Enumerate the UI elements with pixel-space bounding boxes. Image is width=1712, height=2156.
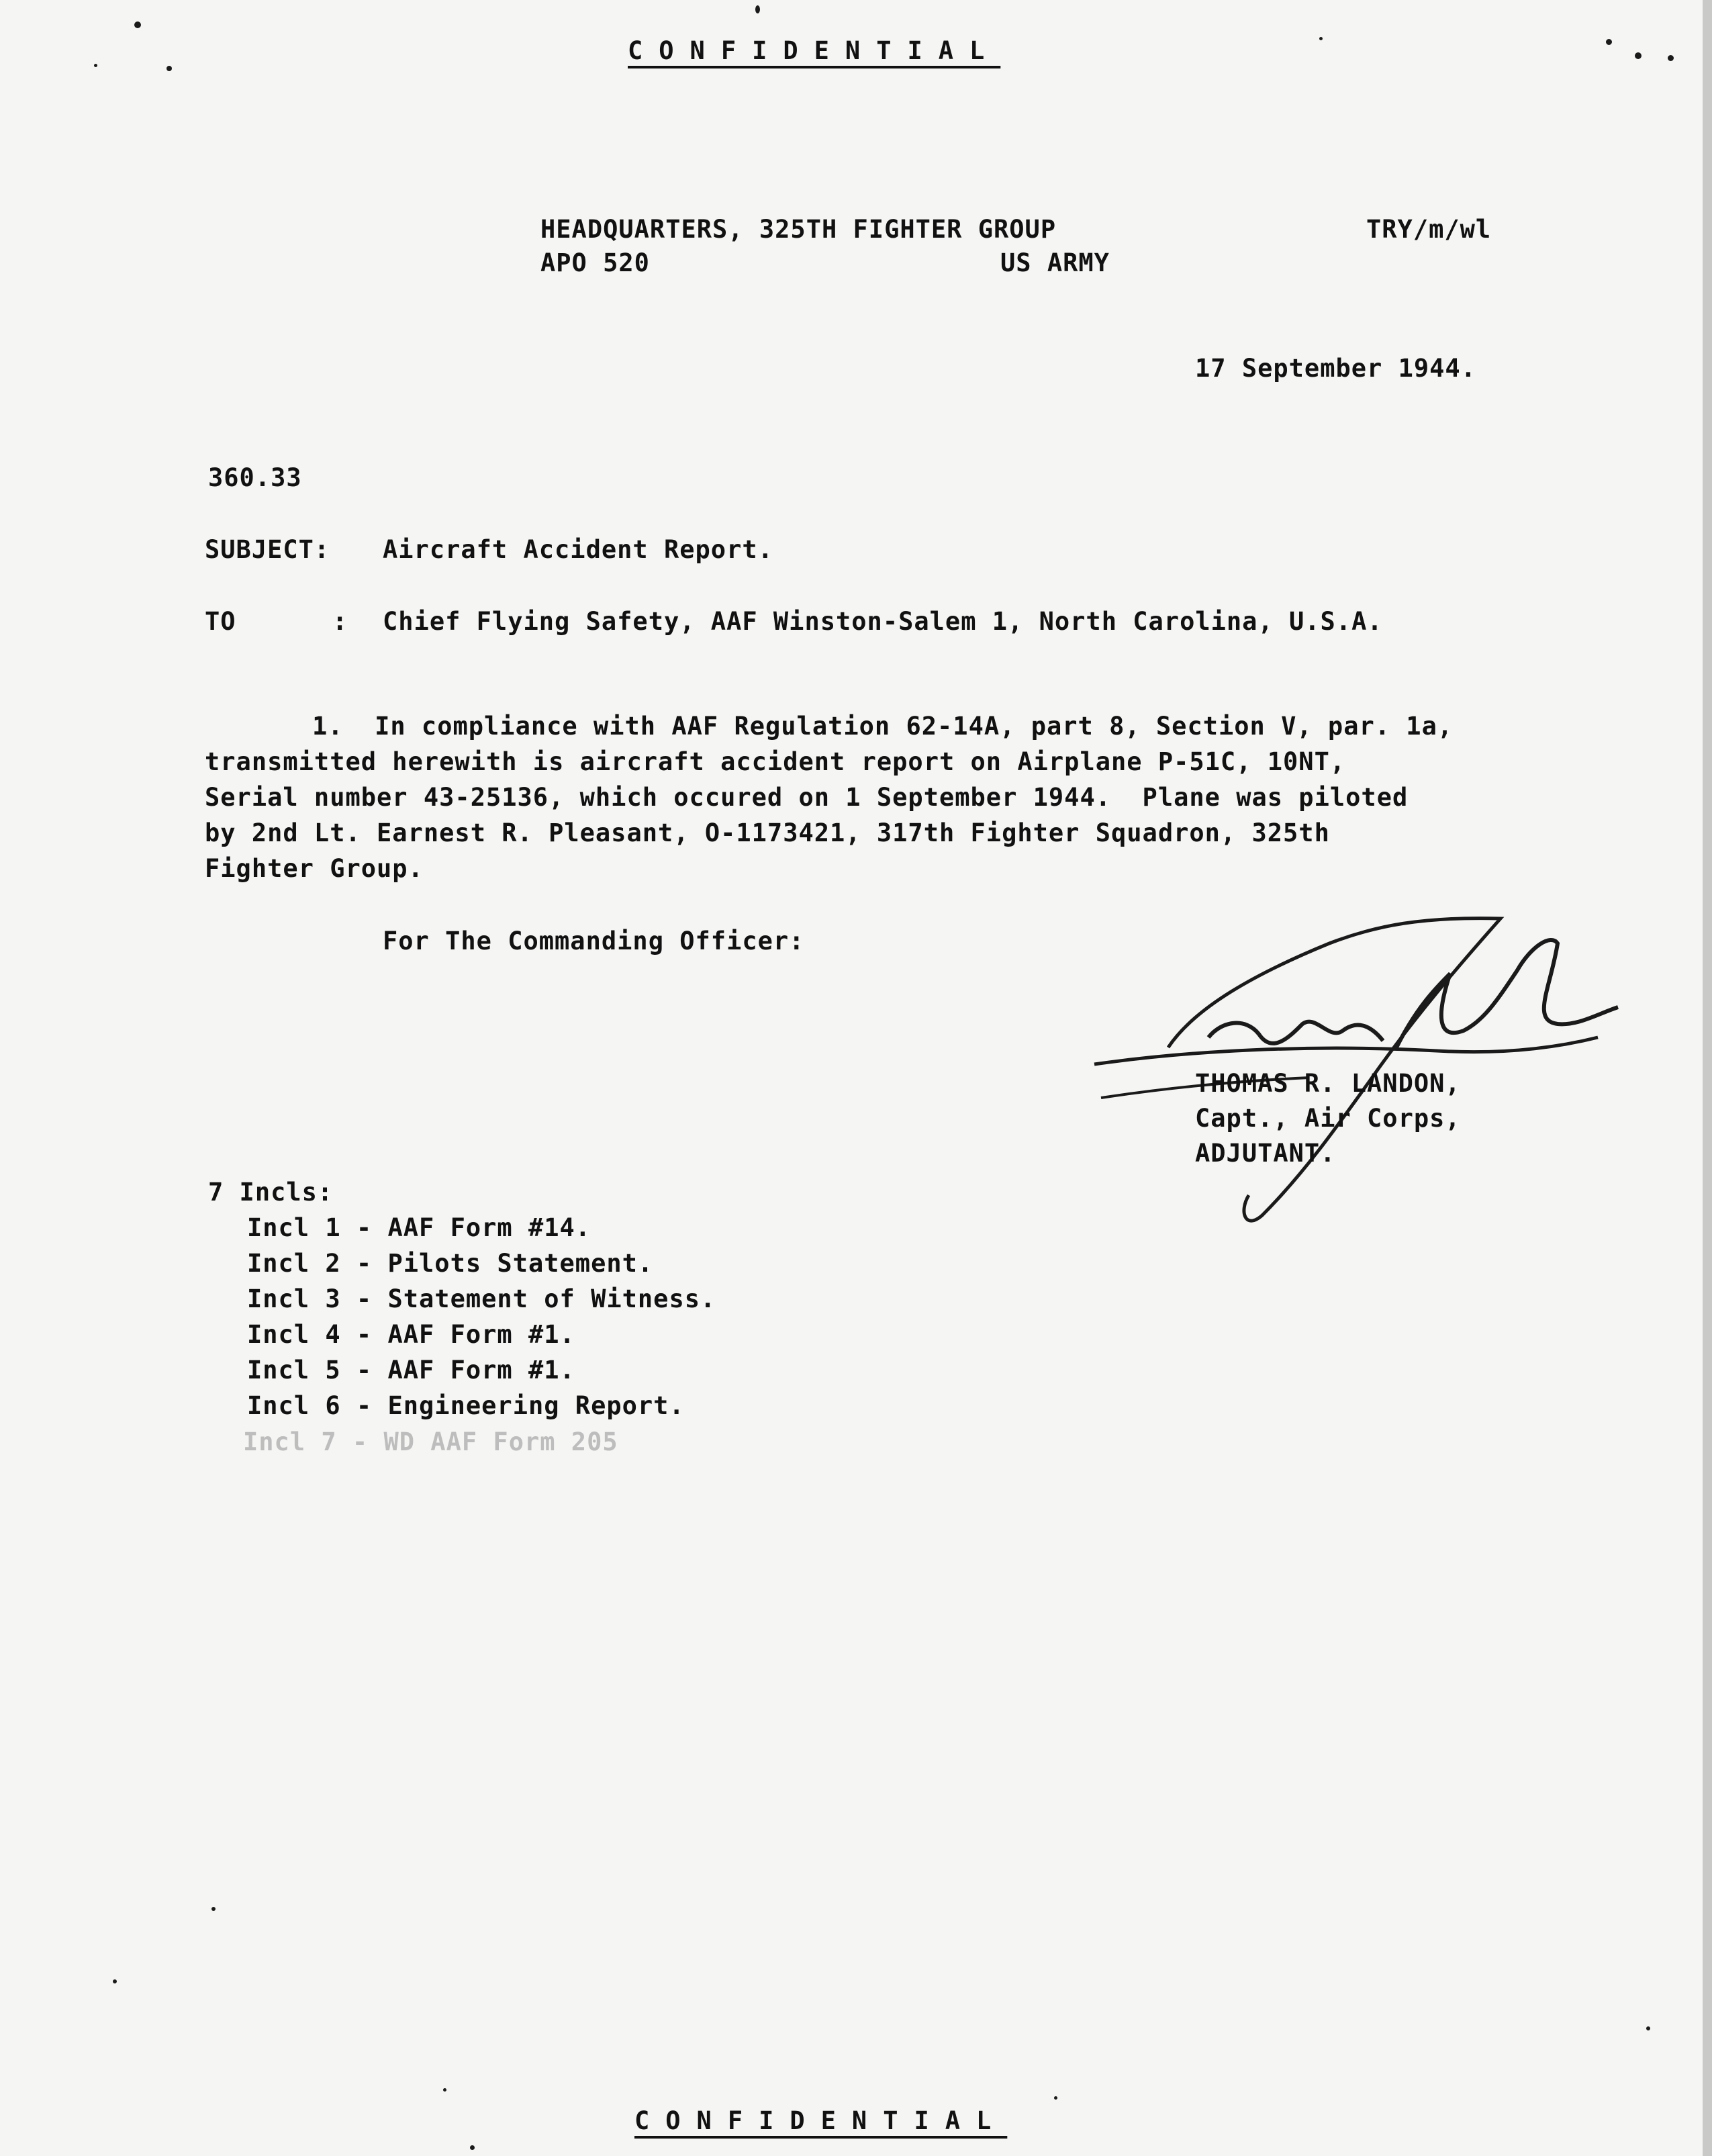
- letter-date: 17 September 1944.: [1195, 354, 1476, 383]
- to-label: TO: [205, 607, 236, 636]
- scan-speck: [167, 66, 172, 71]
- enclosure-item: Incl 6 - Engineering Report.: [247, 1391, 685, 1420]
- body-line: by 2nd Lt. Earnest R. Pleasant, O-1173421, 317th Fighter Squadron, 325th: [205, 818, 1330, 847]
- file-number: 360.33: [208, 463, 302, 492]
- enclosure-item: Incl 1 - AAF Form #14.: [247, 1213, 591, 1242]
- scan-speck: [443, 2088, 446, 2092]
- body-line: transmitted herewith is aircraft accident report on Airplane P-51C, 10NT,: [205, 747, 1346, 776]
- scan-speck: [1606, 39, 1612, 45]
- scan-speck: [470, 2145, 475, 2150]
- enclosure-item: Incl 3 - Statement of Witness.: [247, 1284, 716, 1313]
- signer-title: ADJUTANT.: [1195, 1139, 1336, 1168]
- body-line: 1. In compliance with AAF Regulation 62-14A, part 8, Section V, par. 1a,: [312, 712, 1454, 741]
- headquarters-line: HEADQUARTERS, 325TH FIGHTER GROUP: [540, 215, 1057, 244]
- enclosure-item: Incl 4 - AAF Form #1.: [247, 1320, 575, 1349]
- closing-line: For The Commanding Officer:: [383, 927, 805, 955]
- scan-speck: [211, 1907, 216, 1911]
- to-value: Chief Flying Safety, AAF Winston-Salem 1, North Carolina, U.S.A.: [383, 607, 1383, 636]
- enclosure-item: Incl 5 - AAF Form #1.: [247, 1356, 575, 1385]
- enclosure-item: Incl 2 - Pilots Statement.: [247, 1249, 654, 1278]
- subject-value: Aircraft Accident Report.: [383, 535, 773, 564]
- to-colon: :: [332, 607, 348, 636]
- classification-top: CONFIDENTIAL: [628, 36, 1001, 65]
- scan-speck: [1054, 2096, 1057, 2100]
- reference-code: TRY/m/wl: [1366, 215, 1492, 244]
- subject-label: SUBJECT:: [205, 535, 330, 564]
- scan-speck: [755, 5, 760, 13]
- scan-speck: [1646, 2026, 1650, 2030]
- signer-rank: Capt., Air Corps,: [1195, 1104, 1461, 1133]
- scan-speck: [134, 21, 141, 28]
- body-line: Serial number 43-25136, which occured on 1 September 1944. Plane was piloted: [205, 783, 1409, 812]
- scan-speck: [1668, 55, 1674, 61]
- body-line: Fighter Group.: [205, 854, 424, 883]
- scan-speck: [1635, 52, 1642, 59]
- enclosure-item: Incl 7 - WD AAF Form 205: [243, 1427, 618, 1456]
- enclosures-heading: 7 Incls:: [208, 1178, 334, 1207]
- us-army: US ARMY: [1000, 248, 1110, 277]
- scan-speck: [94, 64, 97, 67]
- apo-number: APO 520: [540, 248, 650, 277]
- scan-speck: [113, 1979, 117, 1983]
- scan-edge: [1703, 0, 1712, 2156]
- signer-name: THOMAS R. LANDON,: [1195, 1069, 1461, 1098]
- classification-bottom: CONFIDENTIAL: [634, 2106, 1008, 2135]
- scan-speck: [1319, 37, 1323, 40]
